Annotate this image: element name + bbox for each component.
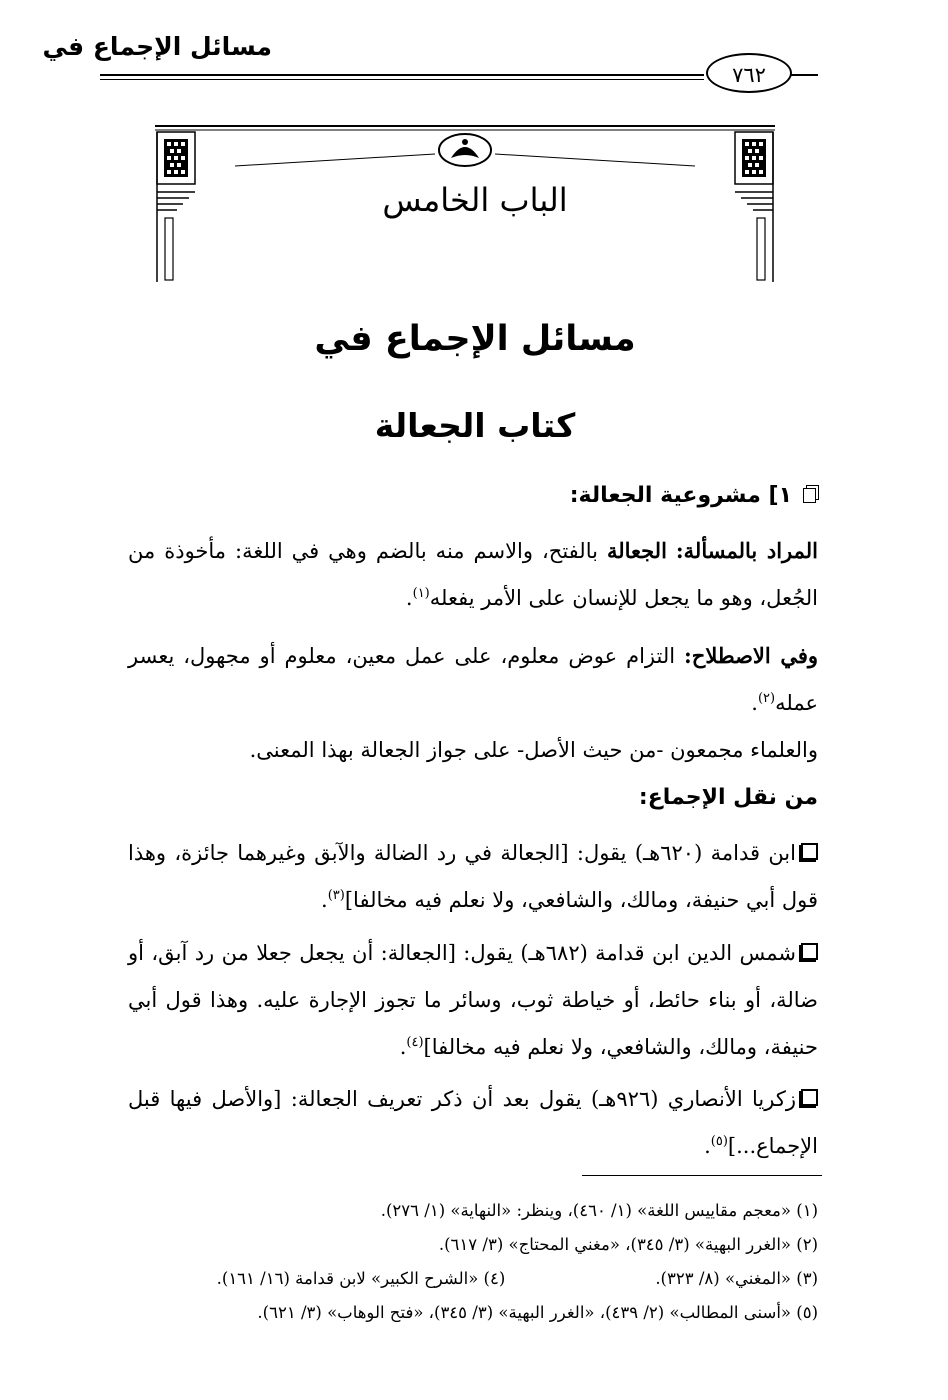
chapter-label: الباب الخامس [382, 181, 568, 219]
paragraph-lead: المراد بالمسألة: [675, 538, 818, 563]
subheading-transmitters [128, 774, 818, 821]
subheading-text: من نقل الإجماع: [638, 785, 818, 810]
paragraph-lead: وفي الاصطلاح: [684, 643, 818, 668]
checkbox-bullet-icon [801, 843, 818, 860]
footnote-2: (٢) «الغرر البهية» (٣/ ٣٤٥)، «مغني المحتاج» (٣/ ٦١٧). [438, 1235, 818, 1254]
quote-text: شمس الدين ابن قدامة (٦٨٢هـ) يقول: [الجعالة: أن يجعل جعلا من رد آبق، أو ضالة، أو بناء حائط، أو خياطة ثوب، وسائر ما تجوز الإجارة عليه. وهذا قول أبي حنيفة، ومالك، والشافعي، ولا نعلم فيه مخالفا] [128, 941, 818, 1059]
footnote-1: (١) «معجم مقاييس اللغة» (١/ ٤٦٠)، وينظر: «النهاية» (١/ ٢٧٦). [380, 1201, 818, 1220]
header-rule-thin [100, 79, 704, 80]
paragraph-definition-technical: وفي الاصطلاح: التزام عوض معلوم، على عمل معين، معلوم أو مجهول، يعسر عمله$^{(٢)}$. [128, 643, 818, 715]
section-title: مشروعية الجعالة: [569, 483, 761, 508]
main-title: مسائل الإجماع في [314, 319, 636, 359]
paragraph-text: التزام عوض معلوم، على عمل معين، معلوم أو مجهول، يعسر عمله [128, 644, 818, 715]
term-jaala: الجعالة [606, 538, 667, 563]
footnote-ref: (٥) [710, 1134, 728, 1149]
footnotes [118, 1194, 818, 1330]
page-number: ٧٦٢ [706, 53, 792, 93]
paragraph-text: بالفتح، والاسم منه بالضم وهي في اللغة: مأخوذة من الجُعل، وهو ما يجعل للإنسان على الأمر يفعله [128, 539, 818, 610]
checkbox-bullet-icon [801, 1089, 818, 1106]
footnote-4: (٤) «الشرح الكبير» لابن قدامة (١٦/ ١٦١). [216, 1269, 506, 1288]
footnote-ref: (١) [412, 586, 430, 601]
footnote-ref: (٢) [757, 691, 776, 706]
section-heading [128, 472, 818, 519]
footnote-3: (٣) «المغني» (٨/ ٣٢٣). [655, 1269, 818, 1288]
sub-title: كتاب الجعالة [374, 406, 576, 445]
footnote-ref: (٤) [406, 1035, 424, 1050]
header-rule [100, 74, 704, 76]
footnote-ref: (٣) [327, 888, 345, 903]
running-title: مسائل الإجماع في [42, 32, 272, 61]
paragraph-consensus [128, 727, 818, 774]
quote-text: زكريا الأنصاري (٩٢٦هـ) يقول بعد أن ذكر تعريف الجعالة: [والأصل فيها قبل الإجماع...] [128, 1087, 818, 1158]
footnote-separator [582, 1175, 822, 1176]
quote-ibn-qudama: ابن قدامة (٦٢٠هـ) يقول: [الجعالة في رد الضالة والآبق وغيرهما جائزة، وهذا قول أبي حنيفة، ومالك، والشافعي، ولا نعلم فيه مخالفا]$^{(٣)}$. [128, 841, 818, 912]
header-rule-end [790, 74, 818, 76]
document-stack-icon [802, 485, 818, 503]
paragraph-definition-language: المراد بالمسألة: الجعالة بالفتح، والاسم منه بالضم وهي في اللغة: مأخوذة من الجُعل، وهو ما يجعل للإنسان على الأمر يفعله$^{(١)}$. [128, 538, 818, 610]
paragraph-text: والعلماء مجمعون -من حيث الأصل- على جواز الجعالة بهذا المعنى. [249, 738, 818, 762]
footnote-row-3-4 [118, 1262, 818, 1296]
section-number: ١] [768, 483, 792, 508]
quote-zakariya-al-ansari: زكريا الأنصاري (٩٢٦هـ) يقول بعد أن ذكر تعريف الجعالة: [والأصل فيها قبل الإجماع...]$^{(٥)}$. [128, 1087, 818, 1158]
quote-shams-al-din: شمس الدين ابن قدامة (٦٨٢هـ) يقول: [الجعالة: أن يجعل جعلا من رد آبق، أو ضالة، أو بناء حائط، أو خياطة ثوب، وسائر ما تجوز الإجارة عليه. وهذا قول أبي حنيفة، ومالك، والشافعي، ولا نعلم فيه مخالفا]$^{(٤)}$. [128, 941, 818, 1059]
quote-text: ابن قدامة (٦٢٠هـ) يقول: [الجعالة في رد الضالة والآبق وغيرهما جائزة، وهذا قول أبي حنيفة، ومالك، والشافعي، ولا نعلم فيه مخالفا] [128, 841, 818, 912]
checkbox-bullet-icon [801, 943, 818, 960]
footnote-5: (٥) «أسنى المطالب» (٢/ ٤٣٩)، «الغرر البهية» (٣/ ٣٤٥)، «فتح الوهاب» (٣/ ٦٢١). [257, 1303, 818, 1322]
